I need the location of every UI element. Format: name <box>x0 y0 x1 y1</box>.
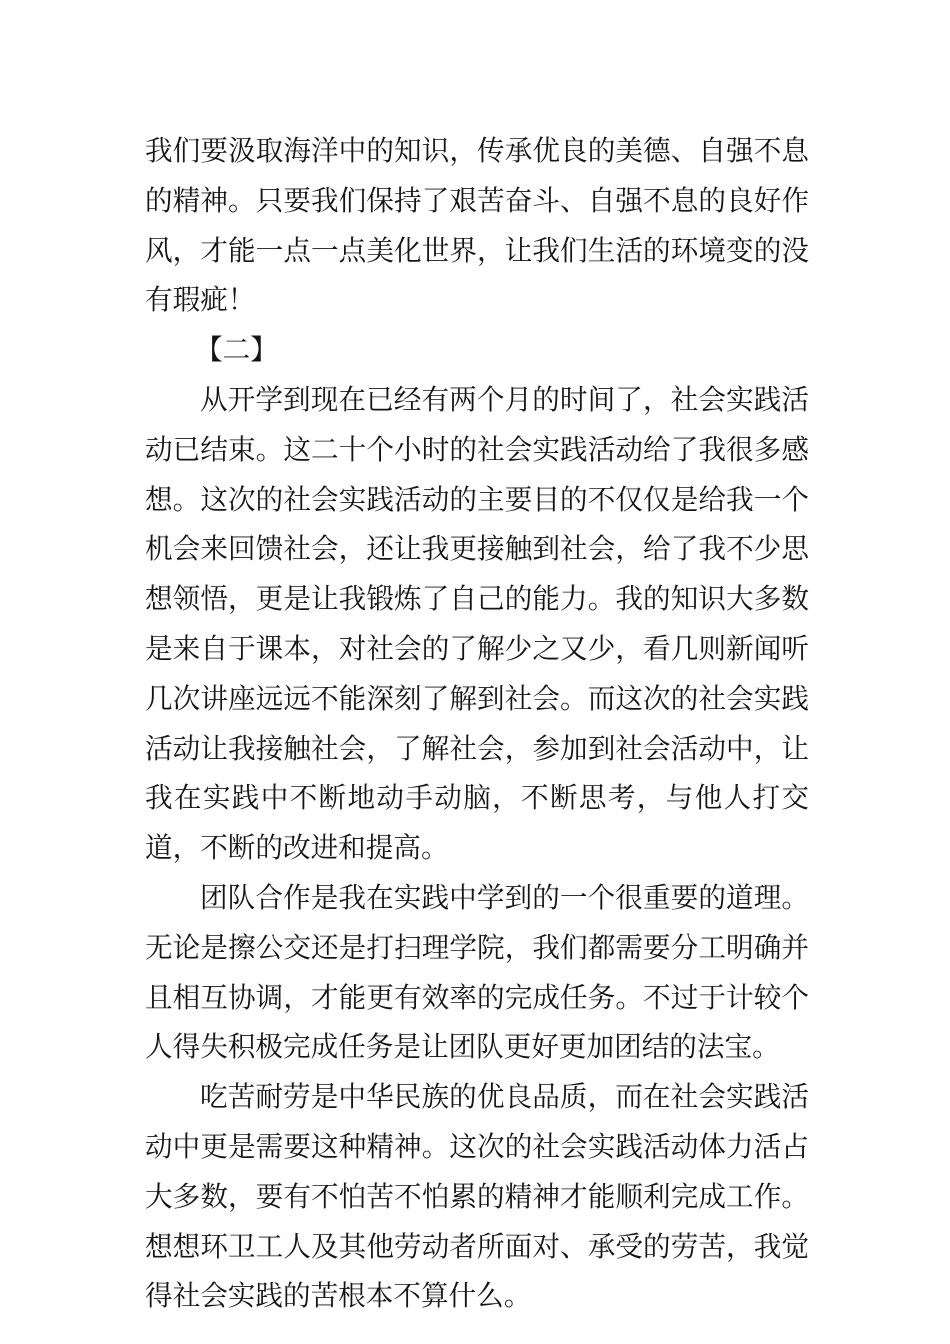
paragraph-teamwork: 团队合作是我在实践中学到的一个很重要的道理。无论是擦公交还是打扫理学院，我们都需要分工明确并且相互协调，才能更有效率的完成任务。不过于计较个人得失积极完成任务是让团队更好更加团结的法宝。 <box>145 880 809 1064</box>
paragraph-intro: 从开学到现在已经有两个月的时间了，社会实践活动已结束。这二十个小时的社会实践活动给了我很多感想。这次的社会实践活动的主要目的不仅仅是给我一个机会来回馈社会，还让我更接触到社会，给了我不少思想领悟，更是让我锻炼了自己的能力。我的知识大多数是来自于课本，对社会的了解少之又少，看几则新闻听几次讲座远远不能深刻了解到社会。而这次的社会实践活动让我接触社会，了解社会，参加到社会活动中，让我在实践中不断地动手动脑，不断思考，与他人打交道，不断的改进和提高。 <box>145 382 809 865</box>
document-body <box>145 126 809 1321</box>
section-heading: 【二】 <box>195 333 278 367</box>
paragraph-hardwork: 吃苦耐劳是中华民族的优良品质，而在社会实践活动中更是需要这种精神。这次的社会实践活动体力活占大多数，要有不怕苦不怕累的精神才能顺利完成工作。想想环卫工人及其他劳动者所面对、承受的劳苦，我觉得社会实践的苦根本不算什么。 <box>145 1080 809 1313</box>
paragraph-continuation: 我们要汲取海洋中的知识，传承优良的美德、自强不息的精神。只要我们保持了艰苦奋斗、自强不息的良好作风，才能一点一点美化世界，让我们生活的环境变的没有瑕疵！ <box>145 134 809 317</box>
